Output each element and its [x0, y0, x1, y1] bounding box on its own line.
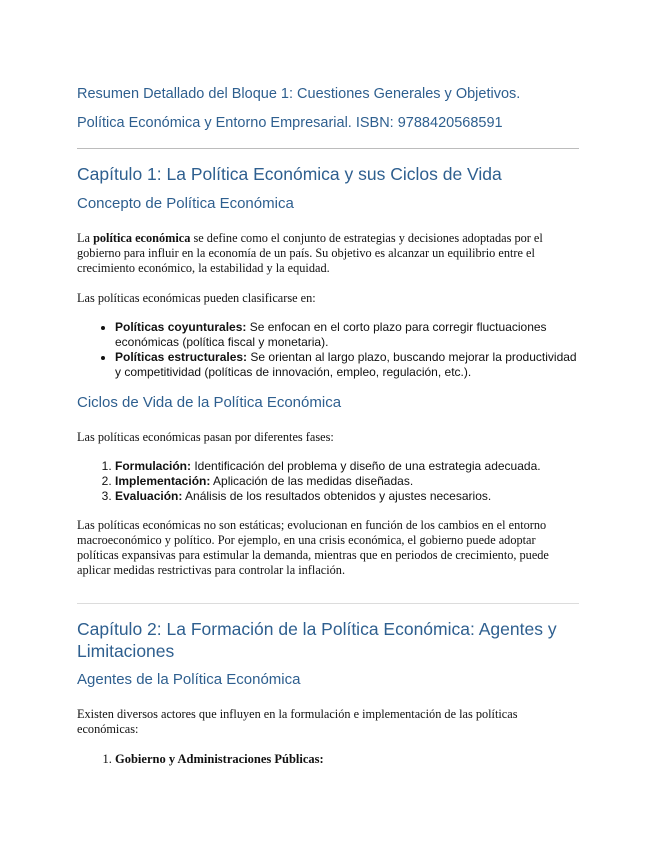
list-item [115, 350, 585, 380]
list-item-term: Gobierno y Administraciones Públicas: [115, 752, 324, 766]
agentes-intro: Existen diversos actores que influyen en la formulación e implementación de las políticas económicas: [77, 707, 518, 736]
list-item-text: Análisis de los resultados obtenidos y ajustes necesarios. [182, 489, 492, 503]
list-item-text: Se orientan al largo plazo, buscando mejorar la productividad y competitividad (políticas de innovación, empleo, regulación, etc.). [115, 350, 577, 379]
concepto-intro: La [77, 231, 90, 245]
list-item-term: Formulación: [115, 459, 192, 473]
fases-list [77, 459, 585, 504]
chapter-1-title: Capítulo 1: La Política Económica y sus Ciclos de Vida [77, 164, 502, 184]
list-item [115, 474, 585, 489]
chapter-2-title: Capítulo 2: La Formación de la Política Económica: Agentes y Limitaciones [77, 619, 557, 661]
section-concepto-heading: Concepto de Política Económica [77, 195, 294, 212]
list-item-term: Evaluación: [115, 489, 183, 503]
list-item-text: Aplicación de las medidas diseñadas. [210, 474, 414, 488]
document-header-line-1: Resumen Detallado del Bloque 1: Cuestiones Generales y Objetivos. [77, 86, 521, 102]
list-item [115, 320, 585, 350]
list-item [115, 752, 585, 767]
document-header-line-2: Política Económica y Entorno Empresarial. ISBN: 9788420568591 [77, 115, 503, 131]
header-divider [77, 148, 579, 149]
section-agentes-heading: Agentes de la Política Económica [77, 671, 301, 688]
list-item-text: Se enfocan en el corto plazo para corregir fluctuaciones económicas (política fiscal y monetaria). [115, 320, 547, 349]
clasificacion-list [77, 320, 585, 380]
list-item-term: Implementación: [115, 474, 211, 488]
ciclos-paragraph: Las políticas económicas no son estáticas; evolucionan en función de los cambios en el entorno macroeconómico y político. Por ejemplo, en una crisis económica, el gobierno puede adoptar políticas expansivas para estimular la demanda, mientras que en periodos de crecimiento, puede aplicar medidas restrictivas para controlar la inflación. [77, 518, 549, 577]
concepto-paragraph [77, 231, 567, 276]
list-item-term: Políticas estructurales: [115, 350, 248, 364]
list-item [115, 489, 585, 504]
chapter-divider [77, 603, 579, 604]
agentes-list [77, 752, 585, 767]
concepto-term: política económica [93, 231, 191, 245]
list-item-term: Políticas coyunturales: [115, 320, 247, 334]
concepto-rest: se define como el conjunto de estrategias y decisiones adoptadas por el gobierno para influir en la economía de un país. Su objetivo es alcanzar un equilibrio entre el crecimiento económico, la estabilidad y la equidad. [77, 231, 543, 275]
section-ciclos-heading: Ciclos de Vida de la Política Económica [77, 394, 342, 411]
ciclos-intro: Las políticas económicas pasan por diferentes fases: [77, 430, 334, 444]
list-item [115, 459, 585, 474]
list-item-text: Identificación del problema y diseño de una estrategia adecuada. [191, 459, 541, 473]
clasificacion-intro: Las políticas económicas pueden clasificarse en: [77, 291, 316, 305]
